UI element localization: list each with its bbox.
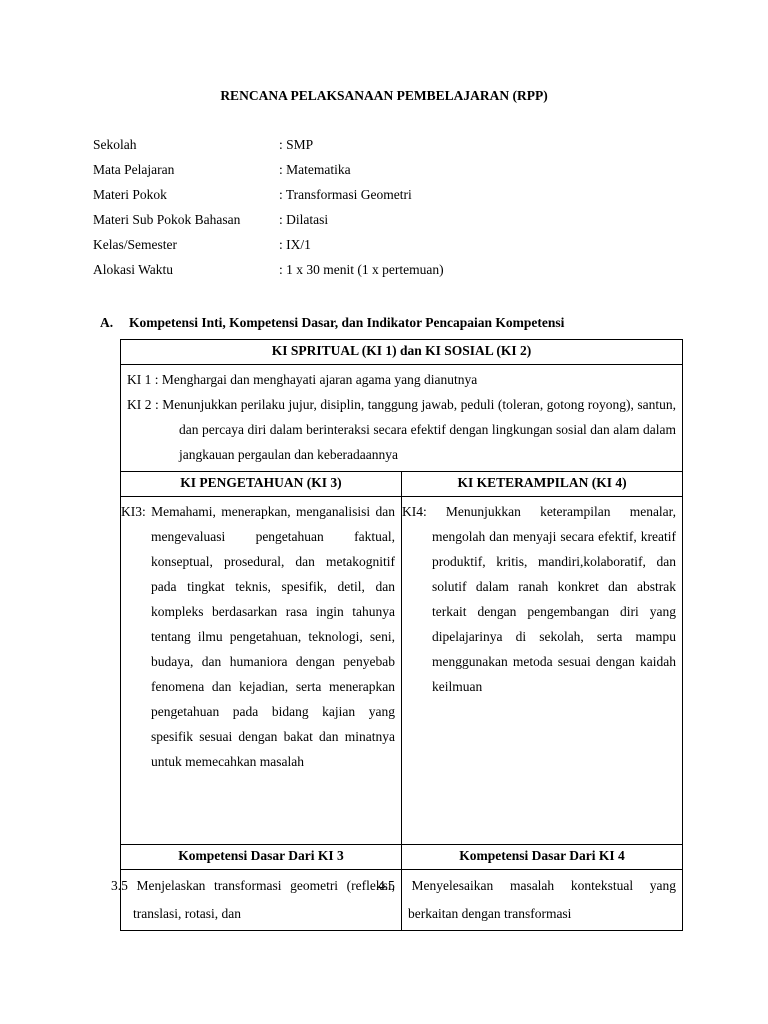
section-a-heading [100,315,564,331]
section-letter: A. [100,315,114,330]
ki3-header: KI PENGETAHUAN (KI 3) [121,472,402,497]
section-heading-text: Kompetensi Inti, Kompetensi Dasar, dan Indikator Pencapaian Kompetensi [129,315,565,330]
identity-value: : IX/1 [279,237,311,252]
identity-row-sekolah [93,136,444,161]
identity-value: : 1 x 30 menit (1 x pertemuan) [279,262,444,277]
ki2-text: KI 2 : Menunjukkan perilaku jujur, disiplin, tanggung jawab, peduli (toleran, gotong royong), santun, dan percaya diri dalam berinteraksi secara efektif dengan lingkungan sosial dan alam dalam jangkauan pergaulan dan keberadaannya [127,397,677,462]
identity-row-materi-pokok [93,186,444,211]
identity-label: Alokasi Waktu [93,262,174,277]
identity-value: : SMP [279,137,314,152]
kd4-header: Kompetensi Dasar Dari KI 4 [402,845,683,870]
ki4-header: KI KETERAMPILAN (KI 4) [402,472,683,497]
ki12-cell [121,365,683,472]
identity-label: Mata Pelajaran [93,162,175,177]
document-title: RENCANA PELAKSANAAN PEMBELAJARAN (RPP) [220,88,548,103]
identity-value: : Transformasi Geometri [279,187,412,202]
identity-label: Materi Pokok [93,187,167,202]
ki3-text: KI3: Memahami, menerapkan, menganalisisi dan mengevaluasi pengetahuan faktual, konseptual, prosedural, dan metakognitif pada tingkat teknis, spesifik, detil, dan kompleks berdasarkan rasa ingin tahunya tentang ilmu pengetahuan, teknologi, seni, budaya, dan humaniora dengan penyebab fenomena dan kejadian, serta menerapkan pengetahuan pada bidang kajian yang spesifik sesuai dengan bakat dan minatnya untuk memecahkan masalah [121,504,395,769]
identity-value: : Matematika [279,162,351,177]
identity-label: Kelas/Semester [93,237,177,252]
kd4-cell [378,870,683,931]
kd3-header: Kompetensi Dasar Dari KI 3 [121,845,402,870]
identity-row-mata-pelajaran [93,161,444,186]
identity-label: Sekolah [93,137,137,152]
kd4-text: 4.5 Menyelesaikan masalah kontekstual yang berkaitan dengan transformasi [378,878,677,921]
ki4-cell [402,497,683,845]
ki1-text: KI 1 : Menghargai dan menghayati ajaran agama yang dianutnya [127,372,478,387]
identity-row-alokasi-waktu [93,261,444,286]
kd3-cell [111,870,402,931]
identity-row-kelas-semester [93,236,444,261]
ki12-header: KI SPRITUAL (KI 1) dan KI SOSIAL (KI 2) [121,340,683,365]
ki3-cell [121,497,402,845]
ki4-text: KI4: Menunjukkan keterampilan menalar, mengolah dan menyaji secara efektif, kreatif produktif, kritis, mandiri,kolaboratif, dan solutif dalam ranah konkret dan abstrak terkait dengan pengembangan diri yang dipelajarinya di sekolah, serta mampu menggunakan metoda sesuai dengan kaidah keilmuan [402,504,677,694]
competency-table [111,339,683,931]
kd3-text: 3.5 Menjelaskan transformasi geometri (refleksi, translasi, rotasi, dan [111,878,395,921]
identity-block [93,136,444,286]
identity-label: Materi Sub Pokok Bahasan [93,212,241,227]
identity-value: : Dilatasi [279,212,329,227]
identity-row-materi-sub-pokok [93,211,444,236]
